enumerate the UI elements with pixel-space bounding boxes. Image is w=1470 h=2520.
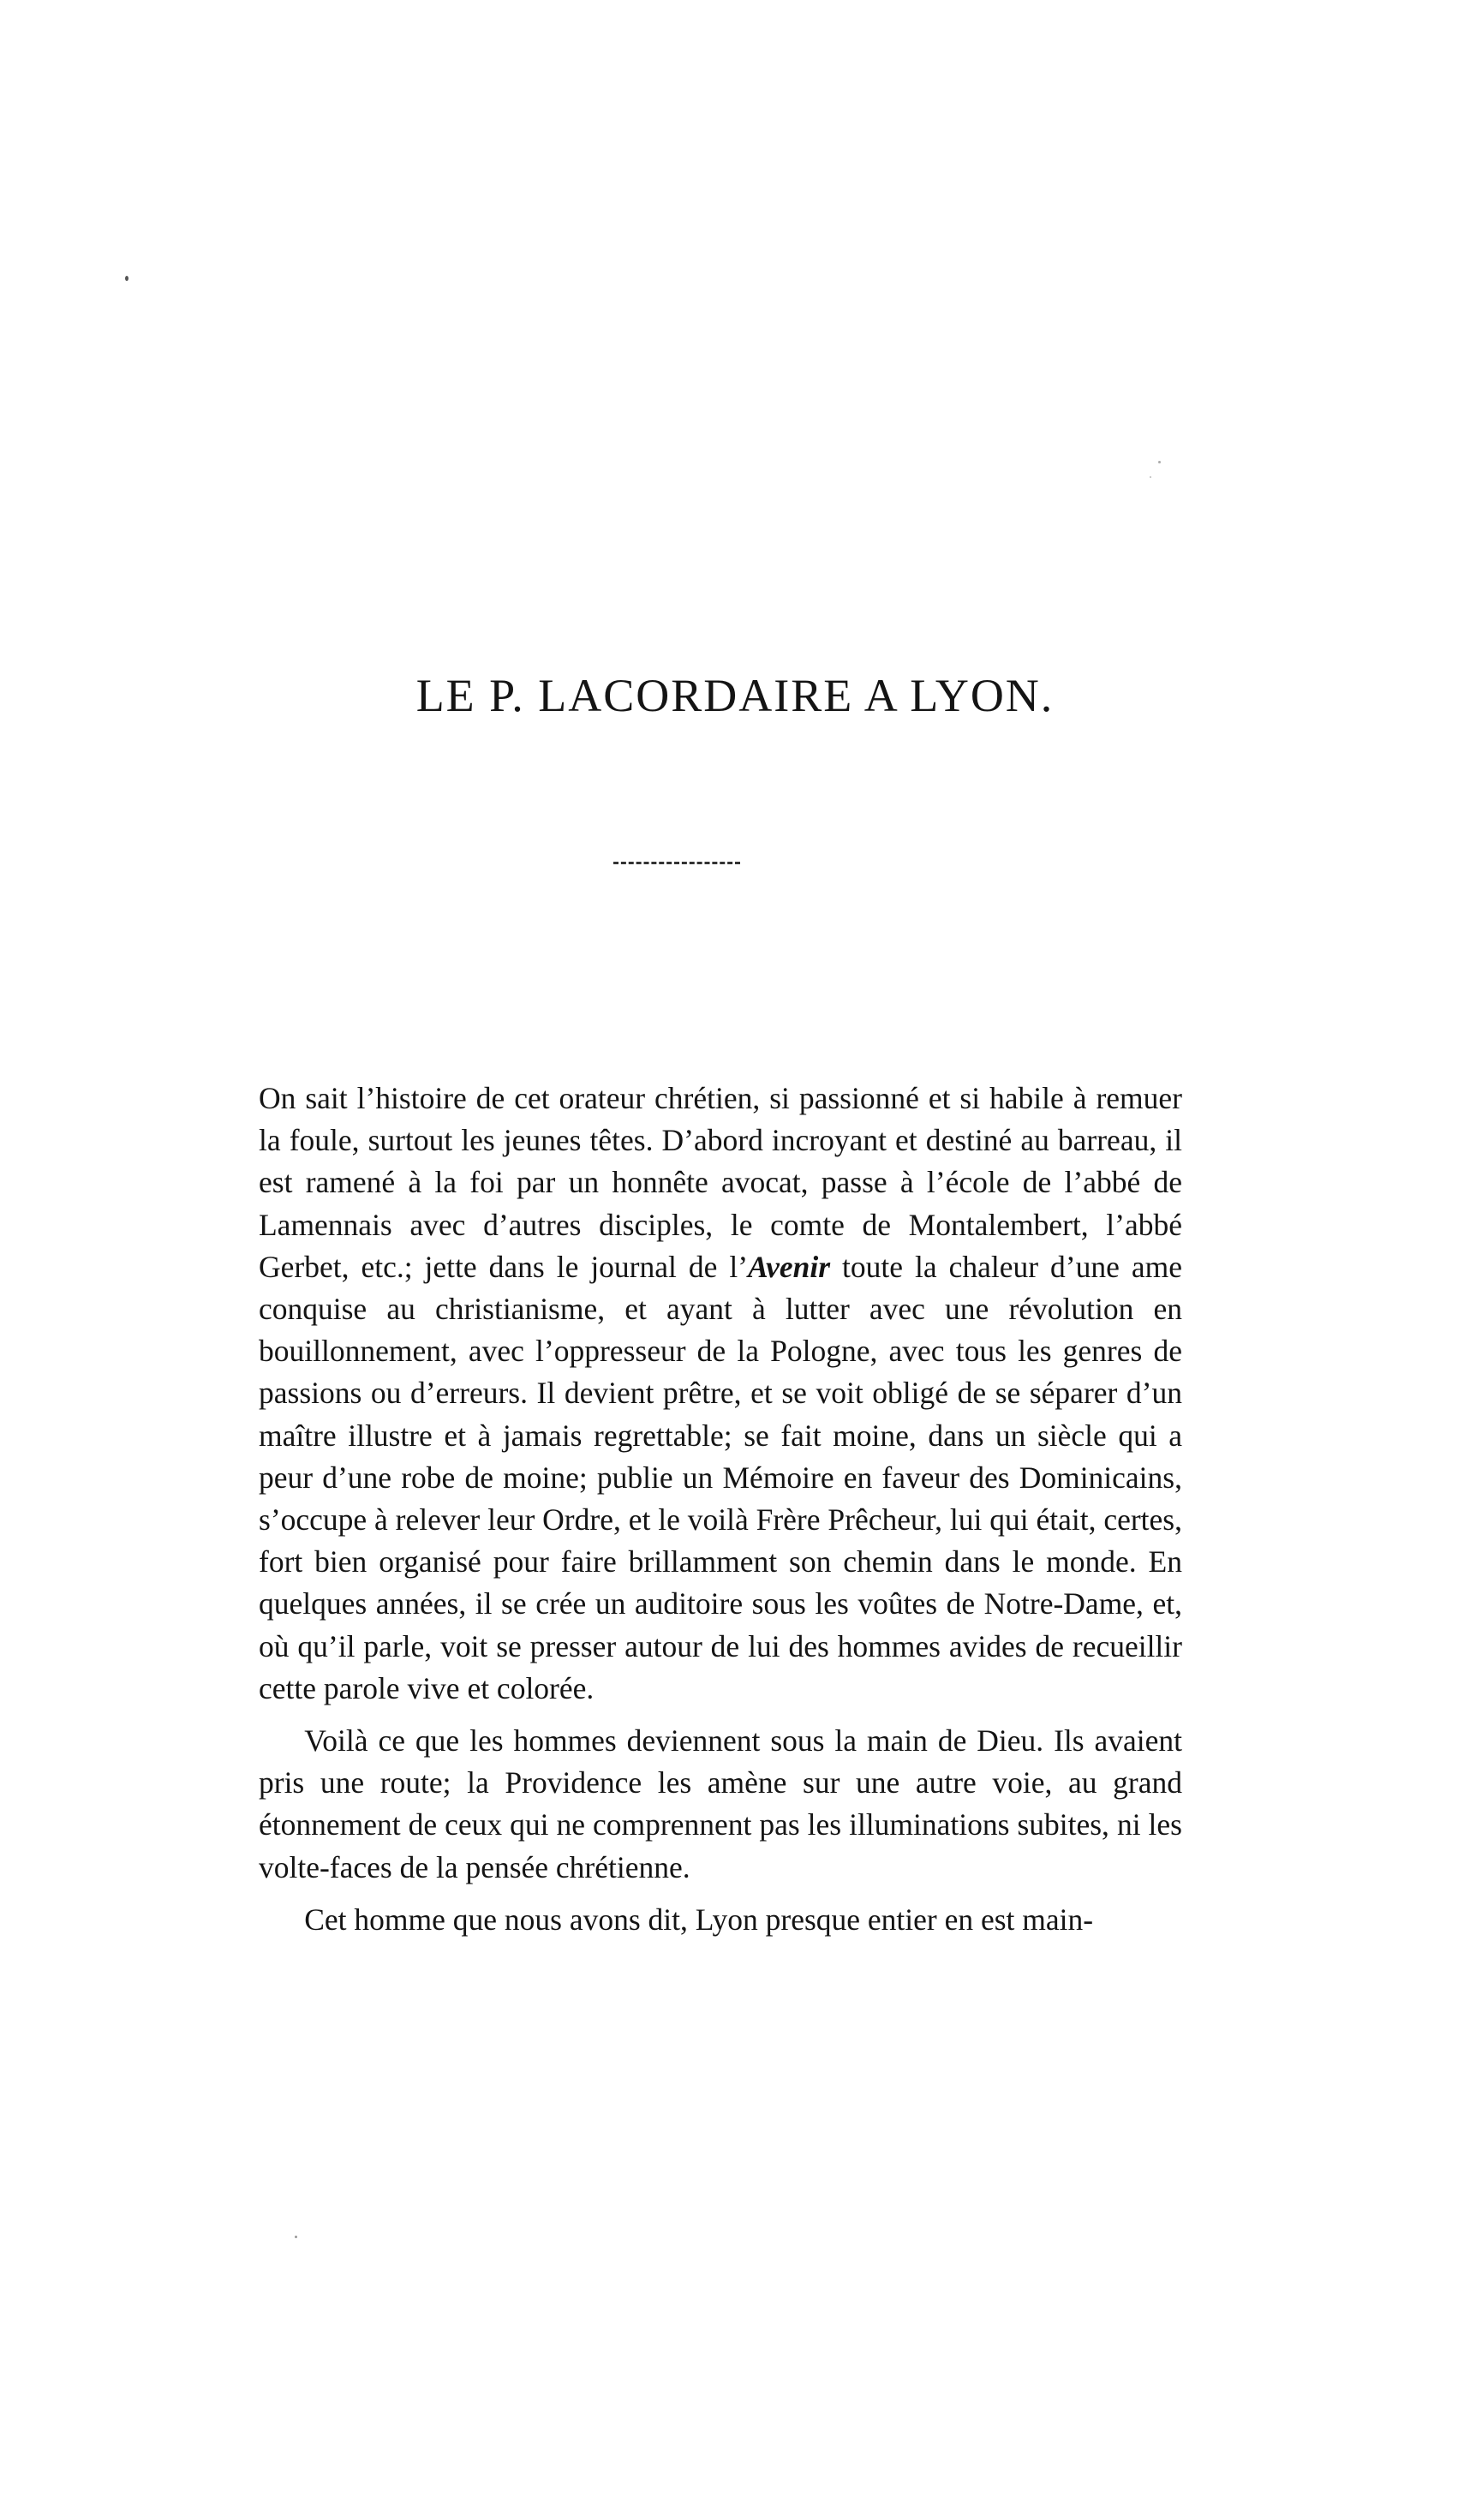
ink-speck xyxy=(1158,461,1161,463)
paragraph-1-text-a: On sait l’histoire de cet orateur chrétien, si passionné et si habile à remuer la foule, surtout les jeunes têtes. D’abord incroyant et destiné au barreau, il est ramené à la foi par un honnête avocat, passe à l’école de l’abbé de Lamennais avec d’autres disciples, le comte de Montalembert, l’abbé Gerbet, etc.; jette dans le journal de l’ xyxy=(259,1081,1182,1284)
ink-speck xyxy=(295,2236,297,2238)
journal-name: Avenir xyxy=(748,1249,831,1284)
paragraph-1-text-b: toute la chaleur d’une ame conquise au christianisme, et ayant à lutter avec une révolution en bouillonnement, avec l’oppresseur de la Pologne, avec tous les genres de passions ou d’erreurs. Il devient prêtre, et se voit obligé de se séparer d’un maître illustre et à jamais regrettable; se fait moine, dans un siècle qui a peur d’une robe de moine; publie un Mémoire en faveur des Dominicains, s’occupe à relever leur Ordre, et le voilà Frère Prêcheur, lui qui était, certes, fort bien organisé pour faire brillamment son chemin dans le monde. En quelques années, il se crée un auditoire sous les voûtes de Notre-Dame, et, où qu’il parle, voit se presser autour de lui des hommes avides de recueillir cette parole vive et colorée. xyxy=(259,1249,1182,1705)
ink-speck xyxy=(125,276,128,281)
paragraph-1 xyxy=(259,1078,1182,1710)
chapter-body xyxy=(259,1078,1182,1951)
paragraph-3: Cet homme que nous avons dit, Lyon presque entier en est main- xyxy=(304,1902,1094,1937)
ink-speck xyxy=(1150,476,1151,478)
paragraph-2: Voilà ce que les hommes deviennent sous la main de Dieu. Ils avaient pris une route; la Providence les amène sur une autre voie, au grand étonnement de ceux qui ne comprennent pas les illuminations subites, ni les volte-faces de la pensée chrétienne. xyxy=(259,1723,1182,1884)
chapter-title: LE P. LACORDAIRE A LYON. xyxy=(415,670,1055,721)
title-divider xyxy=(613,862,740,864)
